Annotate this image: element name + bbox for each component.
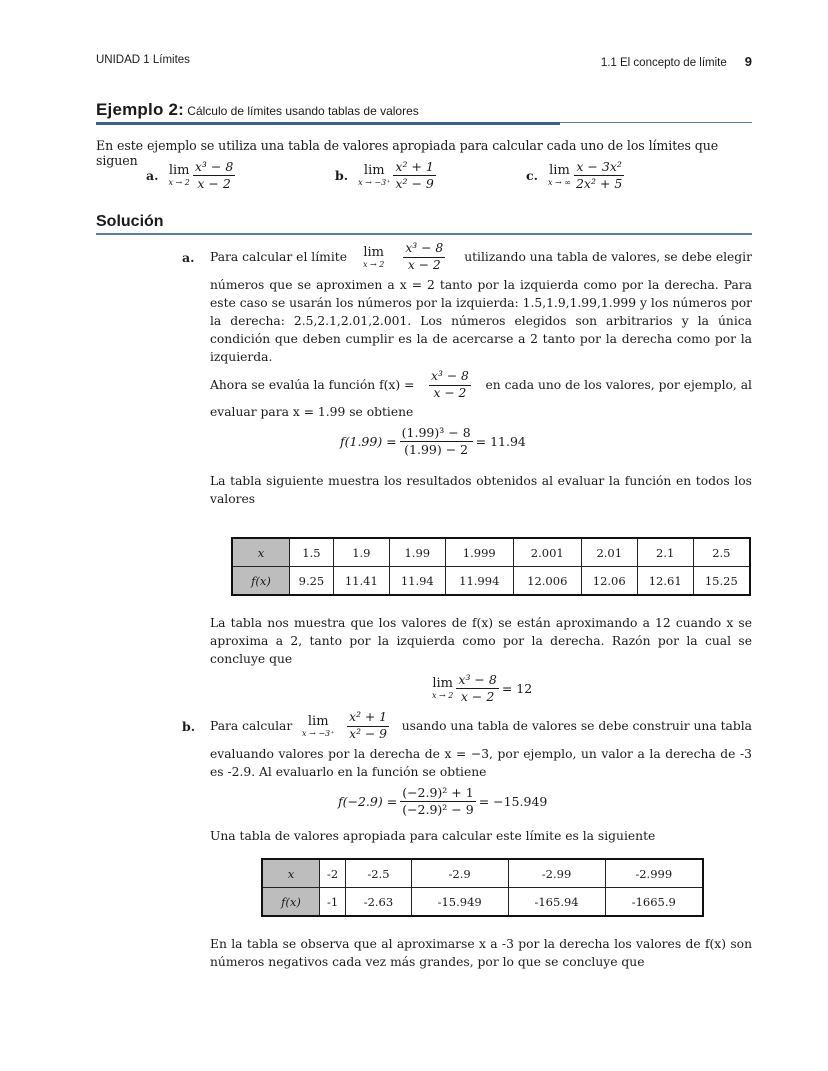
example-rule-thick [96,122,560,125]
values-table-a [231,537,751,596]
table-cell: 2.001 [513,538,581,567]
limit-b [335,160,439,191]
table-row-x [262,859,703,888]
lim-operator [168,164,189,187]
denominator: x² − 9 [349,726,387,741]
limit-a [146,160,238,191]
denominator: x − 2 [407,257,441,272]
limit-label: b. [335,167,349,183]
limit-label: a. [146,167,159,183]
conclusion-rhs: = 12 [501,680,533,696]
numerator: x² + 1 [347,711,389,727]
table-cell: 11.41 [333,567,389,596]
part-a-label: a. [182,250,195,265]
text: usando una tabla de valores se debe construir una tabla [401,719,752,734]
table-cell: 11.994 [445,567,513,596]
part-a-paragraph-4: La tabla nos muestra que los valores de f(x) se están aproximando a 12 cuando x se aproxima a 2, tanto por la izquierda como por la derecha. Razón por la cual se concluye que [210,616,752,666]
limit-label: c. [526,167,538,183]
running-header [96,54,752,70]
table-cell: 2.01 [581,538,637,567]
table-cell: 1.5 [290,538,334,567]
part-b-paragraph-1: evaluando valores por la derecha de x = −3, por ejemplo, un valor a la derecha de -3 es -2.9. Al evaluarlo en la función se obtiene [210,747,752,779]
lim-operator [358,164,390,187]
table-cell: -165.94 [508,888,605,917]
lim-subscript: x → −3⁺ [358,177,391,187]
table-cell: 2.5 [693,538,750,567]
unit-title: UNIDAD 1 Límites [96,54,190,66]
table-cell: 1.99 [389,538,445,567]
values-table-b [261,858,704,917]
example-title-rest: Cálculo de límites usando tablas de valores [183,104,419,118]
part-a-paragraph-1: números que se aproximen a x = 2 tanto por la izquierda como por la derecha. Para este caso se usarán los números por la izquierda: 1.5,1.9,1.99,1.999 y los números por la derecha: 2.5,2.1,2.01,2.001. Los números elegidos son arbitrarios y la única condición que deben cumplir es la de acercarse a 2 tanto por la derecha como por la izquierda. [210,278,752,364]
table-cell: 11.94 [389,567,445,596]
table-cell: 1.9 [333,538,389,567]
fraction [574,160,624,191]
table-cell: -2.5 [346,859,411,888]
part-b-line1 [210,711,752,741]
lim-operator [363,246,384,269]
example-title [96,100,419,120]
section-title-wrap [601,54,752,69]
numerator: (1.99)³ − 8 [401,425,471,440]
page-number: 9 [744,54,752,69]
numerator: x − 3x² [576,159,622,174]
text: Para calcular el límite [210,250,347,265]
conclusion-a [432,673,532,704]
solution-title: Solución [96,213,164,230]
fraction [393,160,435,191]
solution-rule [96,233,752,235]
lim-subscript: x → 2 [168,177,190,187]
eval-rhs: = 11.94 [475,433,526,449]
eval-equation-b [338,786,547,817]
fraction [429,370,471,400]
lim-operator [548,164,571,187]
numerator: (−2.9)² + 1 [402,785,474,800]
denominator: x² − 9 [395,175,434,191]
lim-word: lim [432,675,454,691]
fraction [400,426,473,457]
table-cell: -1665.9 [605,888,703,917]
table-cell: 9.25 [290,567,334,596]
part-b-paragraph-2: Una tabla de valores apropiada para calcular este límite es la siguiente [210,829,656,843]
text: utilizando una tabla de valores, se debe elegir [464,250,752,265]
table-header-x: x [262,859,320,888]
limit-c [526,160,627,191]
eval-rhs: = −15.949 [478,793,548,809]
lim-operator [432,677,453,700]
denominator: x − 2 [433,385,467,400]
lim-subscript: x → −3⁺ [302,728,335,738]
example-title-bold: Ejemplo 2: [96,100,184,119]
table-row-fx [232,567,750,596]
numerator: x² + 1 [395,159,434,174]
table-header-fx: f(x) [232,567,290,596]
numerator: x³ − 8 [194,159,234,174]
denominator: 2x² + 5 [575,175,623,191]
eval-lhs: f(−2.9) = [338,793,398,809]
table-cell: 15.25 [693,567,750,596]
denominator: x − 2 [197,175,231,191]
numerator: x³ − 8 [429,370,471,386]
denominator: (1.99) − 2 [404,441,469,457]
text: Ahora se evalúa la función f(x) = [210,378,415,393]
eval-lhs: f(1.99) = [340,433,397,449]
text: en cada uno de los valores, por ejemplo, al [485,378,752,393]
fraction [347,711,389,741]
part-a-line1 [210,242,752,272]
table-header-x: x [232,538,290,567]
lim-word: lim [363,244,384,260]
lim-word: lim [363,162,385,178]
table-cell: -2.9 [411,859,508,888]
part-b-paragraph-3: En la tabla se observa que al aproximarse x a -3 por la derecha los valores de f(x) son números negativos cada vez más grandes, por lo que se concluye que [210,937,752,969]
lim-word: lim [168,162,190,178]
table-header-fx: f(x) [262,888,320,917]
denominator: x − 2 [460,688,495,704]
fraction [400,786,476,817]
table-cell: -2.999 [605,859,703,888]
numerator: x³ − 8 [403,242,445,258]
table-row-x [232,538,750,567]
table-cell: 12.006 [513,567,581,596]
table-cell: 2.1 [637,538,693,567]
table-cell: 1.999 [445,538,513,567]
table-cell: 12.06 [581,567,637,596]
table-cell: -15.949 [411,888,508,917]
part-b-label: b. [182,719,196,734]
text: Para calcular [210,719,293,734]
fraction [456,673,498,704]
example-intro: En este ejemplo se utiliza una tabla de valores apropiada para calcular cada uno de los límites que siguen [96,138,719,168]
table-cell: -2 [320,859,346,888]
lim-word: lim [549,162,570,178]
lim-subscript: x → 2 [432,690,454,700]
fraction [403,242,445,272]
section-title: 1.1 El concepto de límite [600,57,727,69]
part-a-paragraph-2: evaluar para x = 1.99 se obtiene [210,405,414,419]
table-cell: -2.63 [346,888,411,917]
table-cell: -1 [320,888,346,917]
denominator: (−2.9)² − 9 [402,801,474,817]
fraction [193,160,235,191]
numerator: x³ − 8 [458,672,497,687]
lim-subscript: x → ∞ [547,177,571,187]
lim-subscript: x → 2 [362,259,385,269]
part-a-paragraph-3: La tabla siguiente muestra los resultados obtenidos al evaluar la función en todos los valores [210,474,752,506]
part-a-line2 [210,370,752,400]
eval-equation-a [340,426,526,457]
lim-operator [302,715,334,738]
table-cell: 12.61 [637,567,693,596]
lim-word: lim [307,713,329,729]
table-row-fx [262,888,703,917]
table-cell: -2.99 [508,859,605,888]
